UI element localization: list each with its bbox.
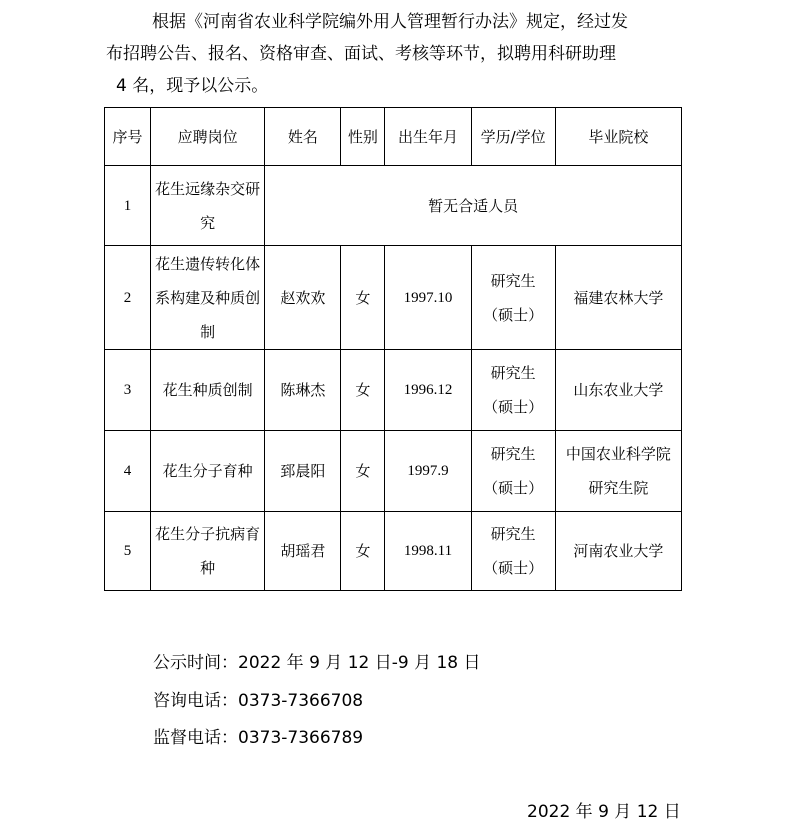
notice-period: 公示时间：2022 年 9 月 12 日-9 月 18 日 <box>153 653 481 673</box>
cell-position: 花生种质创制 <box>151 350 265 431</box>
cell-degree <box>471 431 555 512</box>
cell-school: 中国农业科学院研究生院 <box>555 431 681 512</box>
intro-line-1: 根据《河南省农业科学院编外用人管理暂行办法》规定，经过发 <box>152 12 628 32</box>
cell-no: 2 <box>105 246 151 350</box>
degree-level: 研究生 <box>490 271 536 290</box>
header-sex: 性别 <box>341 108 385 166</box>
cell-position: 花生远缘杂交研究 <box>151 166 265 246</box>
cell-name: 陈琳杰 <box>265 350 341 431</box>
header-position: 应聘岗位 <box>151 108 265 166</box>
header-school: 毕业院校 <box>555 108 681 166</box>
cell-no: 3 <box>105 350 151 431</box>
cell-school: 福建农林大学 <box>555 246 681 350</box>
cell-no: 4 <box>105 431 151 512</box>
cell-position: 花生分子育种 <box>151 431 265 512</box>
degree-level: 研究生 <box>490 525 536 543</box>
header-dob: 出生年月 <box>385 108 471 166</box>
consult-phone: 咨询电话：0373-7366708 <box>153 691 364 711</box>
table-row <box>105 512 682 591</box>
degree-level: 研究生 <box>490 364 536 382</box>
cell-sex: 女 <box>341 246 385 350</box>
intro-line-3: 4 名，现予以公示。 <box>116 76 269 96</box>
supervise-phone: 监督电话：0373-7366789 <box>153 728 364 748</box>
cell-school: 山东农业大学 <box>555 350 681 431</box>
table-row <box>105 166 682 246</box>
publish-date: 2022 年 9 月 12 日 <box>527 802 681 822</box>
degree-type: （硕士） <box>483 398 544 416</box>
header-name: 姓名 <box>265 108 341 166</box>
cell-dob: 1998.11 <box>385 512 471 591</box>
header-no: 序号 <box>105 108 151 166</box>
table-row <box>105 431 682 512</box>
intro-paragraph <box>106 6 686 102</box>
table-header-row <box>105 108 682 166</box>
table-row <box>105 246 682 350</box>
degree-type: （硕士） <box>483 559 544 577</box>
cell-dob: 1997.9 <box>385 431 471 512</box>
cell-no: 5 <box>105 512 151 591</box>
cell-degree <box>471 512 555 591</box>
cell-sex: 女 <box>341 350 385 431</box>
cell-dob: 1996.12 <box>385 350 471 431</box>
cell-note: 暂无合适人员 <box>265 166 682 246</box>
cell-dob: 1997.10 <box>385 246 471 350</box>
cell-name: 赵欢欢 <box>265 246 341 350</box>
degree-type: （硕士） <box>483 479 544 497</box>
cell-school: 河南农业大学 <box>555 512 681 591</box>
intro-line-2: 布招聘公告、报名、资格审查、面试、考核等环节，拟聘用科研助理 <box>106 44 616 64</box>
degree-level: 研究生 <box>490 445 536 463</box>
cell-sex: 女 <box>341 512 385 591</box>
cell-degree <box>471 350 555 431</box>
cell-name: 郅晨阳 <box>265 431 341 512</box>
cell-degree <box>471 246 555 350</box>
cell-position: 花生遗传转化体系构建及种质创制 <box>151 246 265 350</box>
hiring-table <box>104 107 682 591</box>
header-degree: 学历/学位 <box>471 108 555 166</box>
cell-no: 1 <box>105 166 151 246</box>
table-row <box>105 350 682 431</box>
cell-name: 胡瑶君 <box>265 512 341 591</box>
cell-sex: 女 <box>341 431 385 512</box>
cell-position: 花生分子抗病育种 <box>151 512 265 591</box>
degree-type: （硕士） <box>483 305 544 324</box>
